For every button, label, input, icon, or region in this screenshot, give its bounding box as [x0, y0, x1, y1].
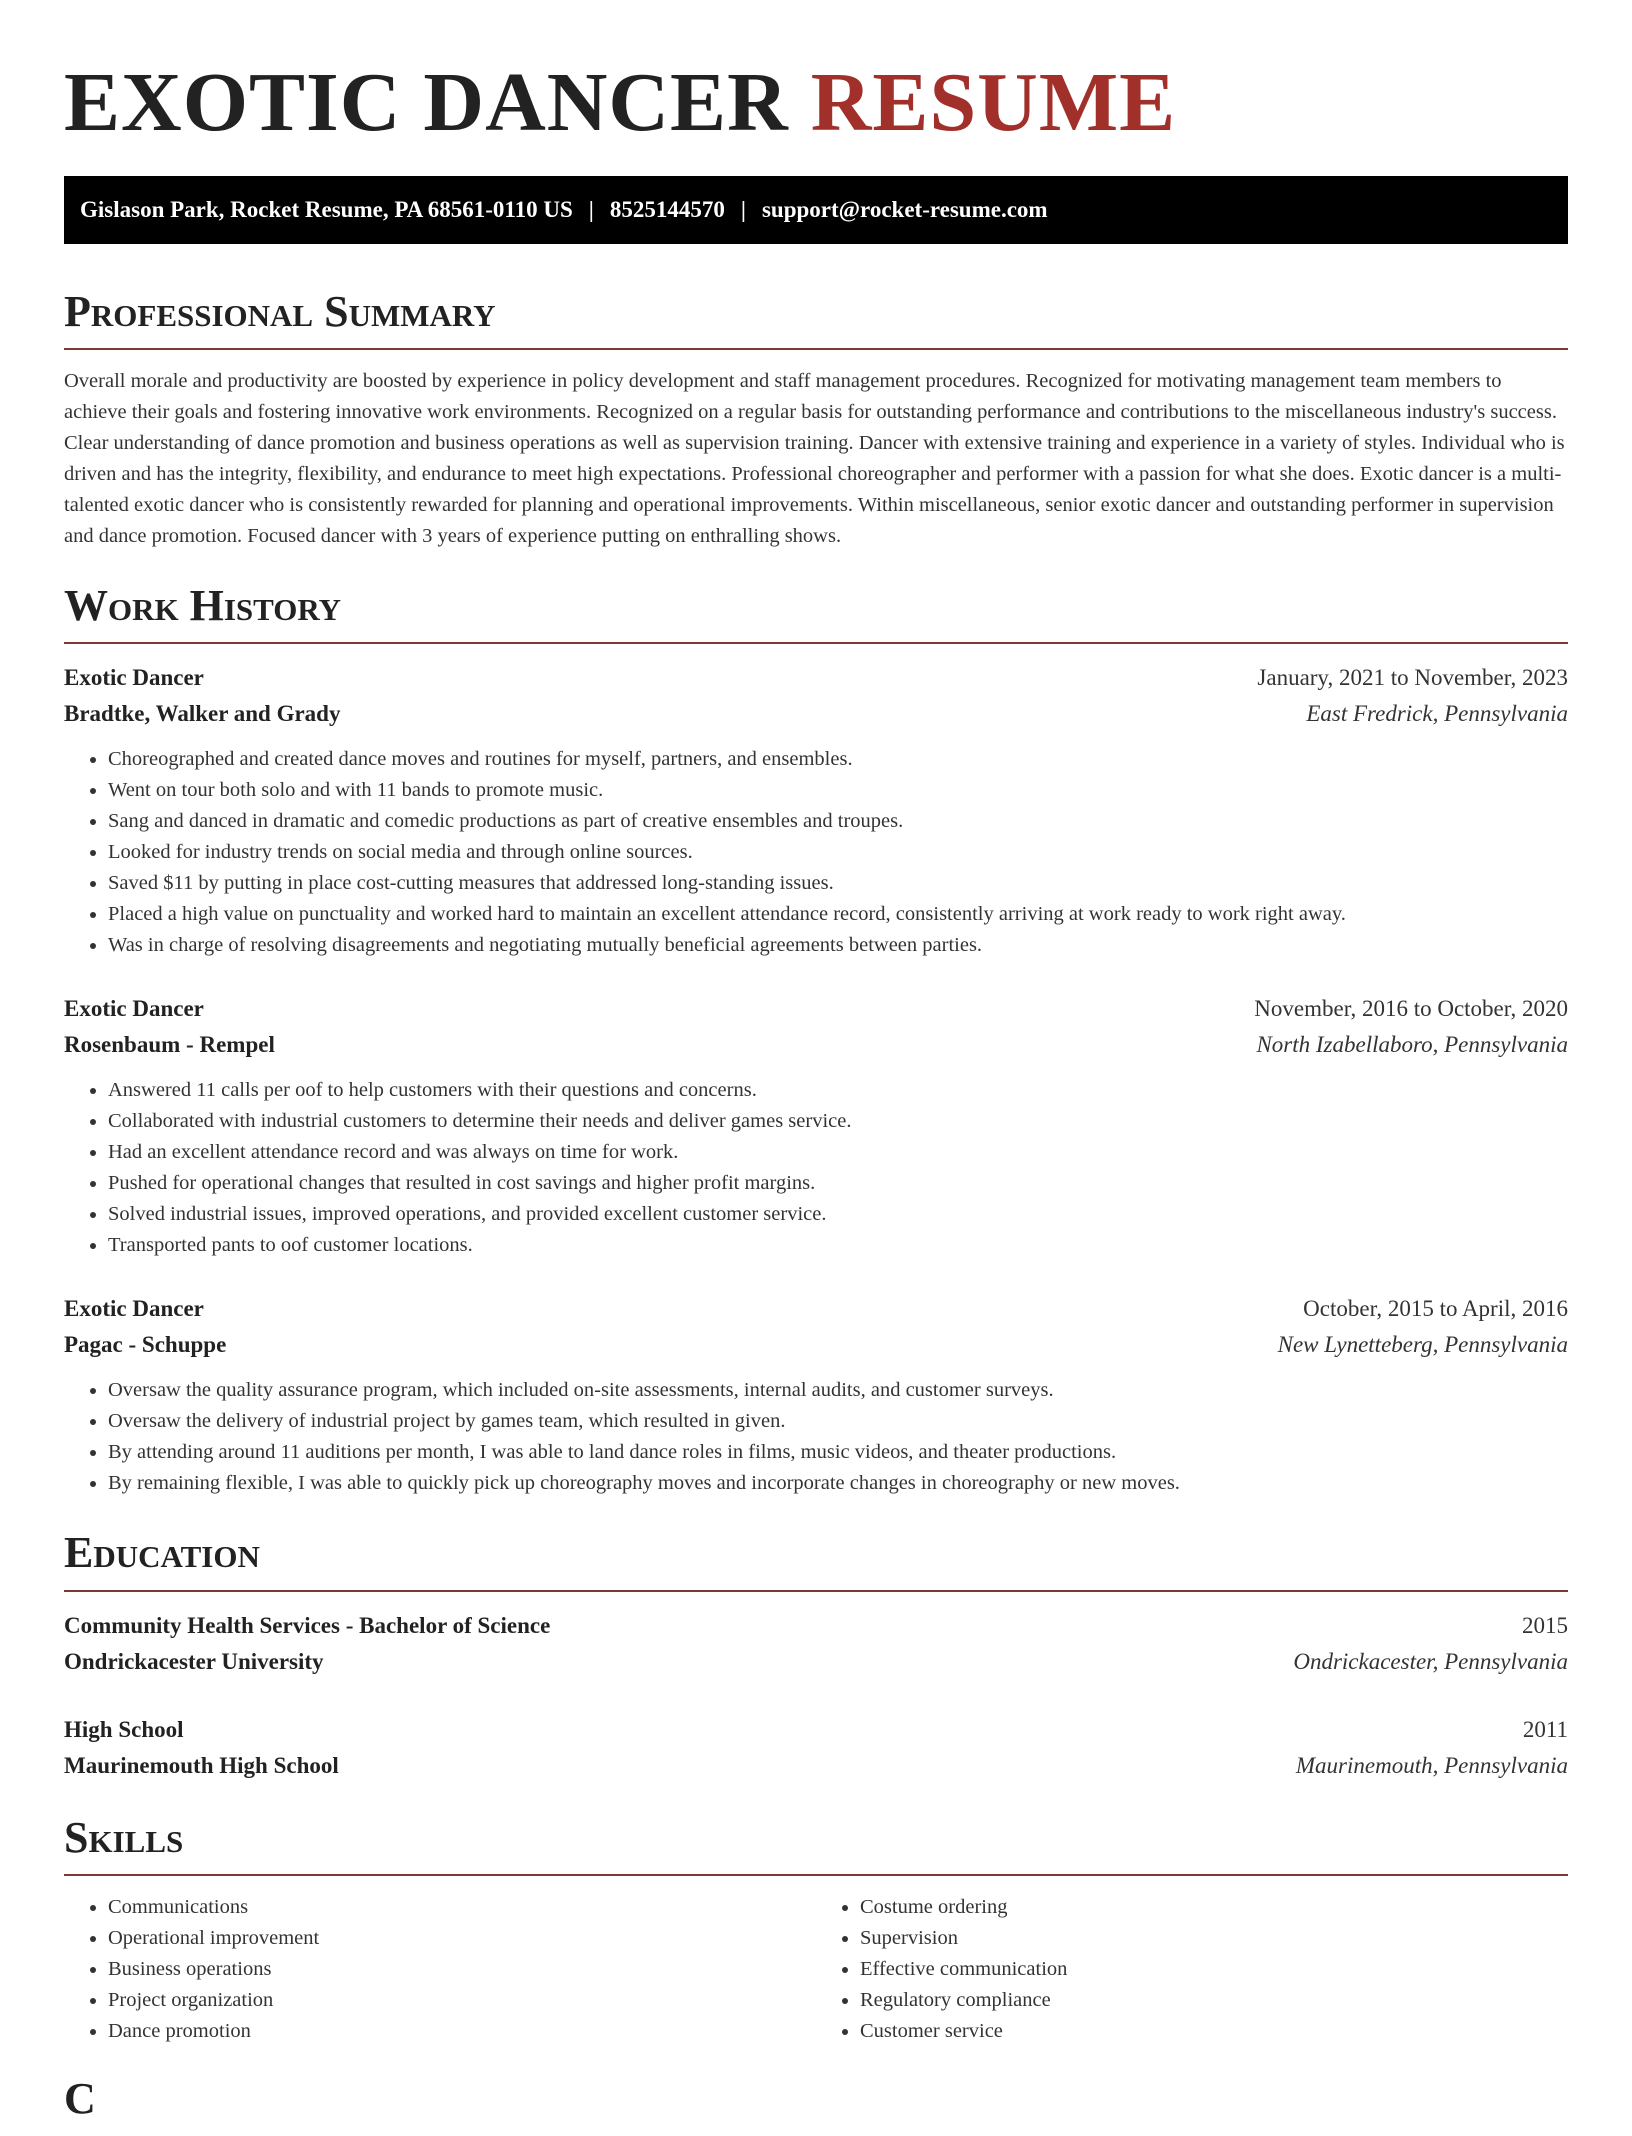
skill-item: • Operational improvement	[108, 1923, 816, 1954]
job-duty: • Collaborated with industrial customers to determine their needs and deliver games service.	[108, 1106, 1568, 1137]
contact-separator: |	[740, 196, 746, 222]
education-year: 2015	[1522, 1612, 1568, 1638]
contact-email: support@rocket-resume.com	[761, 196, 1048, 222]
job-duty: • Placed a high value on punctuality and worked hard to maintain an excellent attendance record, consistently arriving at work ready to work right away.	[108, 899, 1568, 930]
job-duty: • Was in charge of resolving disagreements and negotiating mutually beneficial agreements between parties.	[108, 930, 1568, 961]
job-duties	[64, 744, 1568, 961]
education-entry	[64, 1712, 1568, 1784]
job-duty: • Pushed for operational changes that resulted in cost savings and higher profit margins.	[108, 1168, 1568, 1199]
job-duty: • Solved industrial issues, improved operations, and provided excellent customer service.	[108, 1199, 1568, 1230]
work-history-heading: Work History	[64, 582, 1568, 644]
next-section-heading: C	[64, 2074, 96, 2124]
job-company: Rosenbaum - Rempel	[64, 1032, 275, 1058]
skills-column-right	[816, 1892, 1568, 2047]
job-duty: • Oversaw the delivery of industrial project by games team, which resulted in given.	[108, 1406, 1568, 1437]
education-degree: High School	[64, 1716, 184, 1742]
skills-section	[64, 1814, 1568, 2047]
education-location: Ondrickacester, Pennsylvania	[1293, 1648, 1568, 1674]
summary-section	[64, 288, 1568, 552]
job-company: Pagac - Schuppe	[64, 1332, 227, 1358]
skill-item: • Supervision	[860, 1923, 1568, 1954]
contact-phone: 8525144570	[609, 196, 725, 222]
title-main: EXOTIC DANCER	[64, 56, 789, 149]
job-title: Exotic Dancer	[64, 665, 204, 691]
job-duty: • Transported pants to oof customer locations.	[108, 1230, 1568, 1261]
skills-column-left	[64, 1892, 816, 2047]
skills-grid	[64, 1892, 1568, 2047]
job-duty: • Answered 11 calls per oof to help customers with their questions and concerns.	[108, 1075, 1568, 1106]
job-duty: • Had an excellent attendance record and was always on time for work.	[108, 1137, 1568, 1168]
job-dates: November, 2016 to October, 2020	[1254, 996, 1568, 1022]
skill-item: • Customer service	[860, 2016, 1568, 2047]
skill-item: • Regulatory compliance	[860, 1985, 1568, 2016]
job-duty: • Saved $11 by putting in place cost-cutting measures that addressed long-standing issues.	[108, 868, 1568, 899]
work-history-section	[64, 582, 1568, 1499]
contact-separator: |	[588, 196, 594, 222]
education-location: Maurinemouth, Pennsylvania	[1295, 1752, 1568, 1778]
contact-bar	[64, 176, 1568, 244]
job-duty: • Went on tour both solo and with 11 bands to promote music.	[108, 775, 1568, 806]
job-entry	[64, 660, 1568, 961]
contact-address: Gislason Park, Rocket Resume, PA 68561-0110 US	[80, 196, 573, 222]
title-accent: RESUME	[810, 56, 1177, 149]
job-location: East Fredrick, Pennsylvania	[1306, 701, 1568, 727]
summary-text: Overall morale and productivity are boosted by experience in policy development and staff management procedures. Recognized for motivating management team members to achieve their goals and fostering innovative work environments. Recognized on a regular basis for outstanding performance and contributions to the miscellaneous industry's success. Clear understanding of dance promotion and business operations as well as supervision training. Dancer with extensive training and experience in a variety of styles. Individual who is driven and has the integrity, flexibility, and endurance to meet high expectations. Professional choreographer and performer with a passion for what she does. Exotic dancer is a multi-talented exotic dancer who is consistently rewarded for planning and operational improvements. Within miscellaneous, senior exotic dancer and outstanding performer in supervision and dance promotion. Focused dancer with 3 years of experience putting on enthralling shows.	[64, 369, 1565, 547]
job-location: New Lynetteberg, Pennsylvania	[1277, 1332, 1568, 1358]
education-heading: Education	[64, 1529, 1568, 1591]
skills-heading: Skills	[64, 1814, 1568, 1876]
job-duty: • Sang and danced in dramatic and comedic productions as part of creative ensembles and troupes.	[108, 806, 1568, 837]
skill-item: • Project organization	[108, 1985, 816, 2016]
skill-item: • Communications	[108, 1892, 816, 1923]
job-title: Exotic Dancer	[64, 1296, 204, 1322]
job-entry	[64, 991, 1568, 1261]
job-duty: • Looked for industry trends on social media and through online sources.	[108, 837, 1568, 868]
job-entry	[64, 1291, 1568, 1499]
skill-item: • Effective communication	[860, 1954, 1568, 1985]
education-school: Maurinemouth High School	[64, 1752, 339, 1778]
education-section	[64, 1529, 1568, 1783]
job-duty: • By remaining flexible, I was able to quickly pick up choreography moves and incorporate changes in choreography or new moves.	[108, 1468, 1568, 1499]
job-duty: • Oversaw the quality assurance program, which included on-site assessments, internal audits, and customer surveys.	[108, 1375, 1568, 1406]
education-school: Ondrickacester University	[64, 1648, 324, 1674]
job-duty: • Choreographed and created dance moves and routines for myself, partners, and ensembles.	[108, 744, 1568, 775]
job-duties	[64, 1075, 1568, 1261]
job-company: Bradtke, Walker and Grady	[64, 701, 341, 727]
job-title: Exotic Dancer	[64, 996, 204, 1022]
resume-title	[64, 0, 1568, 152]
skill-item: • Dance promotion	[108, 2016, 816, 2047]
job-location: North Izabellaboro, Pennsylvania	[1256, 1032, 1568, 1058]
skill-item: • Costume ordering	[860, 1892, 1568, 1923]
education-entry	[64, 1608, 1568, 1680]
next-section	[64, 2075, 1568, 2135]
job-duties	[64, 1375, 1568, 1499]
education-degree: Community Health Services - Bachelor of Science	[64, 1612, 551, 1638]
job-dates: January, 2021 to November, 2023	[1257, 665, 1568, 691]
job-duty: • By attending around 11 auditions per month, I was able to land dance roles in films, music videos, and theater productions.	[108, 1437, 1568, 1468]
skill-item: • Business operations	[108, 1954, 816, 1985]
job-dates: October, 2015 to April, 2016	[1303, 1296, 1568, 1322]
education-year: 2011	[1522, 1716, 1568, 1742]
summary-heading: Professional Summary	[64, 288, 1568, 350]
